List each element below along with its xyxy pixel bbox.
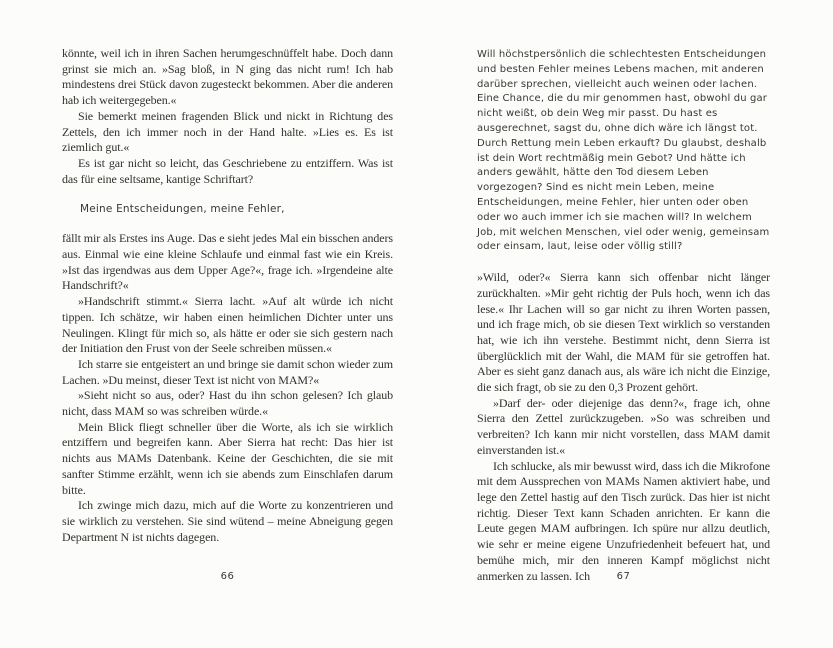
paragraph: Mein Blick fliegt schneller über die Worte, als ich sie wirklich entziffern und begreifen kann. Aber Sierra hat recht: Das hier ist nichts aus MAMs Datenbank. Keine der Geschichten, die sie mit sanfter Stimme erzählt, wenn ich sie abends zum Einschlafen darum bitte. <box>62 419 393 497</box>
paragraph: Sie bemerkt meinen fragenden Blick und nickt in Richtung des Zettels, den ich immer noch in der Hand halte. »Lies es. Es ist ziemlich gut.« <box>62 108 393 155</box>
paragraph: »Handschrift stimmt.« Sierra lacht. »Auf alt würde ich nicht tippen. Ich schätze, wir haben einen heimlichen Dichter unter uns Neulingen. Klingt für mich so, als hätte er oder sie sich gestern nach der Initiation den Frust von der Seele schreiben müssen.« <box>62 294 393 356</box>
paragraph: Ich schlucke, als mir bewusst wird, dass ich die Mikrofone mit dem Aussprechen von MAMs Namen aktiviert habe, und lege den Zettel hastig auf den Tisch zurück. Das hier ist nicht richtig. Dieser Text kann Schaden anrichten. Er kann die Leute gegen MAM aufbringen. Ich spüre nur allzu deutlich, wie sehr er meine eigene Unzufriedenheit befeuert hat, und bemühe mich, mir den inneren Kampf möglichst nicht anmerken zu lassen. Ich <box>477 458 770 583</box>
paragraph: fällt mir als Erstes ins Auge. Das e sieht jedes Mal ein bisschen anders aus. Einmal wie eine kleine Schlaufe und einmal fast wie ein Kreis. »Ist das irgendwas aus dem Upper Age?«, frage ich. »Irgendeine alte Handschrift?« <box>62 231 393 293</box>
paragraph: könnte, weil ich in ihren Sachen herumgeschnüffelt habe. Doch dann grinst sie mich an. »Sag bloß, in N ging das nicht rum! Ich hab mindestens drei Stück davon zugesteckt bekommen. Aber die anderen hab ich weitergegeben.« <box>62 46 393 108</box>
paragraph: Ich zwinge mich dazu, mich auf die Worte zu konzentrieren und sie wirklich zu verstehen. Sie sind wütend – meine Abneigung gegen Department N ist nichts dagegen. <box>62 498 393 544</box>
left-text-column <box>62 46 393 545</box>
paragraph: Ich starre sie entgeistert an und bringe sie damit schon wieder zum Lachen. »Du meinst, dieser Text ist nicht von MAM?« <box>62 356 393 387</box>
page-number-right: 67 <box>616 571 631 582</box>
handwritten-note: Will höchstpersönlich die schlechtesten Entscheidungen und besten Fehler meines Lebens machen, mit anderen darüber sprechen, vielleicht auch weinen oder lachen. Eine Chance, die du mir genommen hast, obwohl du gar nicht weißt, ob dein Weg mir passt. Du hast es ausgerechnet, sagst du, ohne dich wäre ich längst tot. Durch Rettung mein Leben erkauft? Du glaubst, deshalb ist dein Wort rechtmäßig mein Gebot? Und hätte ich anders gewählt, hätte den Tod diesem Leben vorgezogen? Sind es nicht mein Leben, meine Entscheidungen, meine Fehler, hier unten oder oben oder wo auch immer ich sie machen will? In welchem Job, mit welchen Menschen, viel oder wenig, gemeinsam oder einsam, laut, leise oder völlig still? <box>477 49 770 253</box>
handwritten-quote-line: Meine Entscheidungen, meine Fehler, <box>80 203 285 216</box>
paragraph: »Darf der- oder diejenige das denn?«, frage ich, ohne Sierra den Zettel zurückzugeben. »So was schreiben und verbreiten? Ich kann mir nicht vorstellen, dass MAM damit einverstanden ist.« <box>477 395 770 457</box>
page-number-left: 66 <box>220 571 235 582</box>
paragraph: Es ist gar nicht so leicht, das Geschriebene zu entziffern. Was ist das für eine seltsame, kantige Schriftart? <box>62 155 393 186</box>
paragraph: »Wild, oder?« Sierra kann sich offenbar nicht länger zurückhalten. »Mir geht richtig der Puls hoch, wenn ich das lese.« Ihr Lachen will so gar nicht zu ihren Worten passen, und ich frage mich, ob sie diesen Text wirklich so verstanden hat, wie ich ihn verstehe. Bestimmt nicht, denn Sierra ist überglücklich mit der Wahl, die MAM für sie getroffen hat. Aber es sieht ganz danach aus, als wäre ich nicht die Einzige, die sich fragt, ob sie zu den 0,3 Prozent gehört. <box>477 270 770 395</box>
right-text-column <box>477 48 770 584</box>
paragraph: »Sieht nicht so aus, oder? Hast du ihn schon gelesen? Ich glaub nicht, dass MAM so was schreiben würde.« <box>62 388 393 419</box>
